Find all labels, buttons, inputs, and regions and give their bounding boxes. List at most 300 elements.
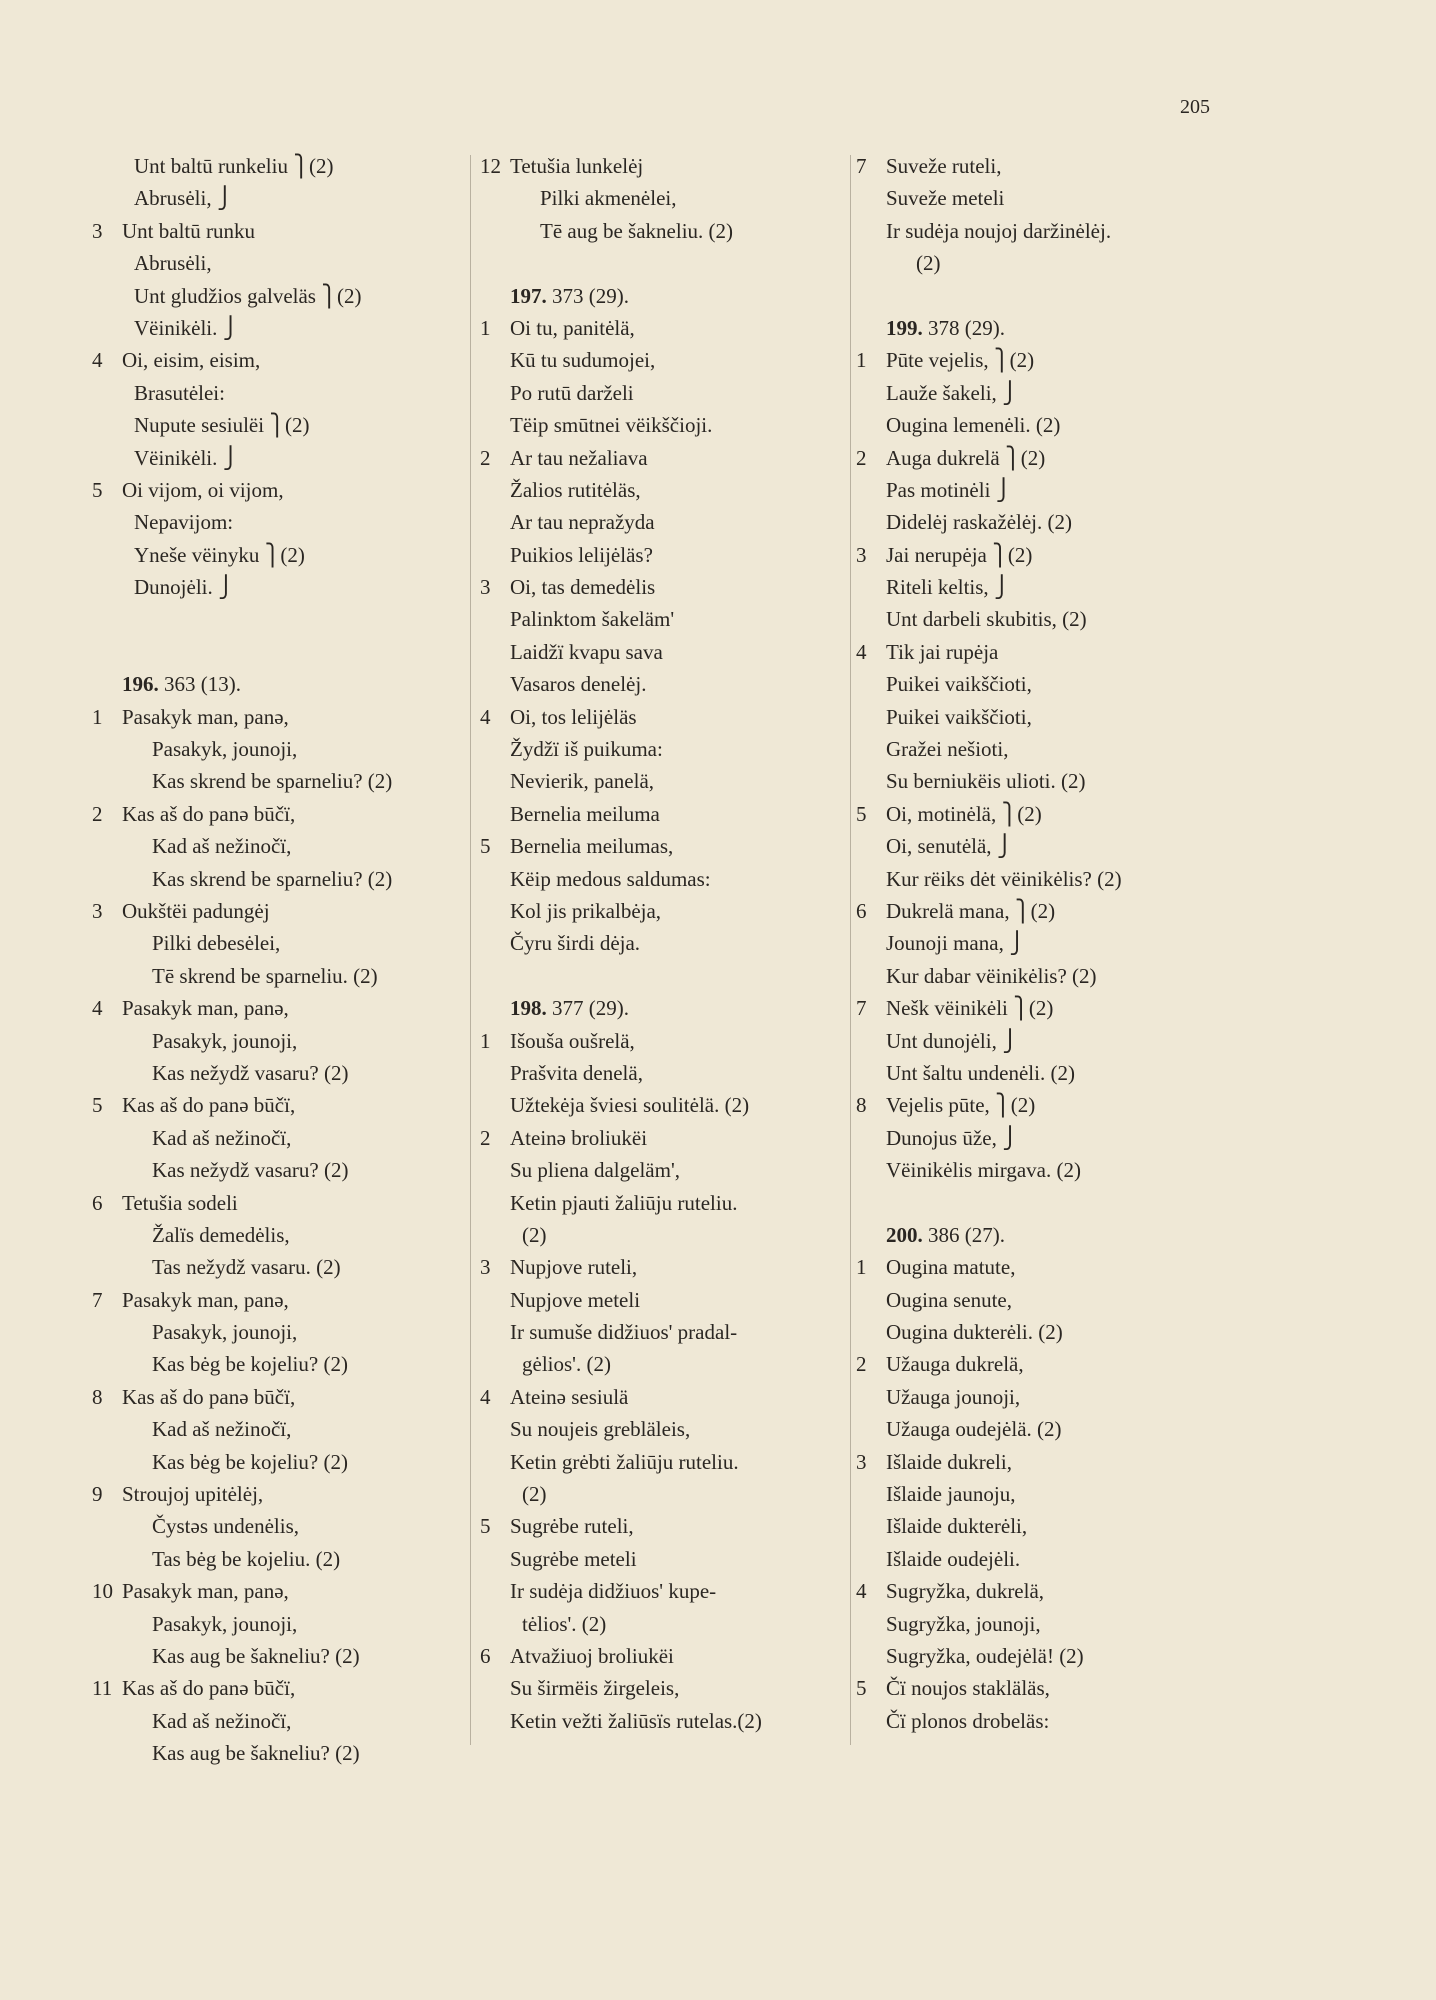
- verse-line: [92, 1478, 462, 1510]
- verse-number: 7: [856, 154, 867, 178]
- verse-line: [856, 1348, 1226, 1380]
- verse-text: Kas aš do panə būčï,: [122, 801, 296, 826]
- verse-number: 4: [480, 1384, 491, 1409]
- verse-text: Pūte vejelis, ⎫(2): [886, 348, 1035, 373]
- verse-line: [92, 247, 462, 279]
- verse-line: [856, 1608, 1226, 1640]
- verse-number: [480, 1089, 510, 1121]
- verse-number: [480, 1413, 510, 1445]
- verse-number: [856, 571, 886, 603]
- verse-text: Užauga dukrelä,: [886, 1352, 1024, 1377]
- verse-text: Pasakyk, jounoji,: [152, 1320, 298, 1345]
- verse-line: [856, 474, 1226, 506]
- verse-text: Unt baltū runku: [122, 218, 255, 243]
- verse-text: Suveže ruteli,: [886, 154, 1002, 178]
- verse-text: Išlaide jaunoju,: [886, 1482, 1016, 1507]
- verse-line: [480, 1187, 850, 1219]
- verse-line: [480, 1543, 850, 1575]
- verse-text: Užauga oudejėlä. (2): [886, 1417, 1062, 1442]
- verse-number: 5: [92, 477, 103, 502]
- verse-line: [92, 960, 462, 992]
- verse-text: Ketin vežti žaliūsïs rutelas.(2): [510, 1708, 762, 1733]
- verse-number: [856, 474, 886, 506]
- verse-text: 197. 373 (29).: [510, 283, 629, 308]
- verse-text: Kad aš nežinočï,: [152, 1708, 292, 1733]
- verse-text: Ir sudėja didžiuos' kupe-: [510, 1579, 717, 1604]
- verse-text: Užtekėja šviesi soulitėlä. (2): [510, 1093, 750, 1118]
- verse-text: Puikei vaikščioti,: [886, 672, 1032, 697]
- verse-line: [92, 701, 462, 733]
- verse-text: (2): [522, 1222, 547, 1247]
- verse-text: Pasakyk man, panə,: [122, 704, 289, 729]
- verse-number: [856, 701, 886, 733]
- verse-text: Čï plonos drobeläs:: [886, 1708, 1050, 1733]
- verse-line: [92, 1446, 462, 1478]
- verse-text: (2): [916, 251, 941, 276]
- verse-line: [92, 571, 462, 603]
- verse-number: [92, 506, 122, 538]
- verse-number: [92, 765, 122, 797]
- verse-text: Tas bėg be kojeliu. (2): [152, 1546, 341, 1571]
- column-3: [856, 150, 1226, 1737]
- verse-text: Unt gludžios galveläs ⎫(2): [134, 283, 362, 308]
- verse-line: [856, 960, 1226, 992]
- verse-text: Kas bėg be kojeliu? (2): [152, 1352, 348, 1377]
- song-heading: [856, 312, 1226, 344]
- verse-number: 4: [856, 639, 867, 664]
- verse-text: Dunojėli. ⎭: [134, 575, 234, 600]
- verse-line: [480, 1154, 850, 1186]
- verse-line: [92, 1348, 462, 1380]
- verse-line: [856, 571, 1226, 603]
- verse-number: 4: [92, 996, 103, 1021]
- verse-text: Kas aug be šakneliu? (2): [152, 1643, 360, 1668]
- verse-line: [480, 571, 850, 603]
- verse-number: [480, 603, 510, 635]
- verse-number: [92, 863, 122, 895]
- verse-number: 3: [480, 575, 491, 600]
- verse-number: [856, 377, 886, 409]
- verse-line: [92, 1251, 462, 1283]
- column-divider-left: [470, 155, 471, 1745]
- verse-text: Oi, tas demedėlis: [510, 575, 656, 600]
- verse-text: Bernelia meilumas,: [510, 834, 674, 859]
- verse-number: [856, 1543, 886, 1575]
- verse-number: 8: [92, 1384, 103, 1409]
- verse-number: [856, 1608, 886, 1640]
- verse-text: Lauže šakeli, ⎭: [886, 380, 1018, 405]
- verse-number: [856, 182, 886, 214]
- verse-line: [92, 506, 462, 538]
- verse-text: Išlaide dukreli,: [886, 1449, 1012, 1474]
- verse-line: [480, 603, 850, 635]
- verse-number: [856, 960, 886, 992]
- verse-text: Po rutū darželi: [510, 380, 634, 405]
- verse-text: Riteli keltis, ⎭: [886, 575, 1010, 600]
- verse-number: 2: [480, 1125, 491, 1150]
- verse-line: [92, 280, 462, 312]
- verse-number: [856, 1316, 886, 1348]
- verse-text: Kad aš nežinočï,: [152, 1417, 292, 1442]
- verse-number: [92, 1251, 122, 1283]
- verse-line: [480, 733, 850, 765]
- verse-text: Ougina senute,: [886, 1287, 1012, 1312]
- verse-line: [480, 1705, 850, 1737]
- verse-number: 1: [480, 315, 491, 340]
- verse-line: [92, 1089, 462, 1121]
- verse-number: [480, 1219, 510, 1251]
- verse-number: [856, 1640, 886, 1672]
- verse-line: [92, 1057, 462, 1089]
- verse-number: [856, 312, 886, 344]
- verse-line: [480, 215, 850, 247]
- verse-text: Oi vijom, oi vijom,: [122, 477, 284, 502]
- verse-number: [92, 927, 122, 959]
- verse-text: tėlios'. (2): [522, 1611, 607, 1636]
- verse-text: Palinktom šakeläm': [510, 607, 675, 632]
- verse-line: [92, 1510, 462, 1542]
- verse-number: [480, 280, 510, 312]
- verse-line: [92, 765, 462, 797]
- verse-text: Ateinə broliukëi: [510, 1125, 648, 1150]
- verse-line: [856, 1089, 1226, 1121]
- verse-line: [856, 409, 1226, 441]
- verse-text: Kas nežydž vasaru? (2): [152, 1158, 349, 1183]
- verse-number: 3: [480, 1255, 491, 1280]
- verse-text: Vëinikėlis mirgava. (2): [886, 1158, 1081, 1183]
- song-heading: [92, 668, 462, 700]
- verse-number: [480, 636, 510, 668]
- verse-text: Vëinikėli. ⎭: [134, 445, 239, 470]
- verse-number: [480, 377, 510, 409]
- verse-text: Atvažiuoj broliukëi: [510, 1643, 674, 1668]
- verse-line: [480, 1025, 850, 1057]
- verse-line: [856, 182, 1226, 214]
- verse-line: [480, 442, 850, 474]
- verse-text: Tas nežydž vasaru. (2): [152, 1255, 341, 1280]
- verse-line: [856, 863, 1226, 895]
- verse-number: [480, 1705, 510, 1737]
- verse-number: [856, 1284, 886, 1316]
- verse-line: [480, 1413, 850, 1445]
- verse-text: Yneše vëinyku ⎫(2): [134, 542, 305, 567]
- verse-number: [92, 1025, 122, 1057]
- verse-number: [856, 603, 886, 635]
- verse-line: [92, 312, 462, 344]
- verse-number: [480, 1284, 510, 1316]
- verse-line: [92, 992, 462, 1024]
- verse-line: [92, 1640, 462, 1672]
- verse-line: [92, 1284, 462, 1316]
- verse-number: [480, 733, 510, 765]
- verse-line: [92, 863, 462, 895]
- verse-text: Išlaide oudejėli.: [886, 1546, 1021, 1571]
- verse-number: [856, 1154, 886, 1186]
- verse-line: [856, 603, 1226, 635]
- verse-number: 1: [856, 1255, 867, 1280]
- verse-text: Ketin grėbti žaliūju ruteliu.: [510, 1449, 739, 1474]
- verse-line: [480, 1089, 850, 1121]
- verse-text: Čystəs undenėlis,: [152, 1514, 299, 1539]
- verse-text: Kas aš do panə būčï,: [122, 1384, 296, 1409]
- verse-text: Pas motinėli ⎭: [886, 477, 1012, 502]
- verse-line: [92, 1705, 462, 1737]
- verse-number: 5: [856, 801, 867, 826]
- verse-number: 1: [92, 704, 103, 729]
- verse-number: 7: [92, 1287, 103, 1312]
- verse-text: Pasakyk, jounoji,: [152, 737, 298, 762]
- page-number: 205: [1180, 96, 1210, 118]
- verse-number: [856, 215, 886, 247]
- verse-line: [856, 1446, 1226, 1478]
- verse-line: [856, 1284, 1226, 1316]
- verse-text: Ougina lemenėli. (2): [886, 413, 1061, 438]
- verse-number: [92, 377, 122, 409]
- verse-text: Pasakyk man, panə,: [122, 1579, 289, 1604]
- verse-line: [92, 830, 462, 862]
- verse-text: Tetušia sodeli: [122, 1190, 238, 1215]
- verse-text: Oukštëi padungėj: [122, 898, 270, 923]
- verse-number: [856, 1478, 886, 1510]
- verse-text: Ateinə sesiulä: [510, 1384, 629, 1409]
- verse-text: Vasaros denelėj.: [510, 672, 647, 697]
- verse-line: [856, 1251, 1226, 1283]
- verse-text: Žalïs demedėlis,: [152, 1222, 290, 1247]
- verse-line: [480, 150, 850, 182]
- verse-text: Oi, eisim, eisim,: [122, 348, 261, 373]
- verse-line: [92, 927, 462, 959]
- verse-text: Ir sumuše didžiuos' pradal-: [510, 1320, 738, 1345]
- verse-number: [480, 1316, 510, 1348]
- verse-text: Oi, tos lelijėläs: [510, 704, 637, 729]
- verse-line: [856, 215, 1226, 247]
- verse-number: [480, 765, 510, 797]
- verse-number: [92, 1640, 122, 1672]
- verse-line: [856, 247, 1226, 279]
- song-heading: [856, 1219, 1226, 1251]
- verse-line: [92, 1187, 462, 1219]
- verse-text: Brasutėlei:: [134, 380, 225, 405]
- verse-number: 6: [856, 898, 867, 923]
- verse-line: [92, 1672, 462, 1704]
- verse-number: [480, 798, 510, 830]
- verse-number: [856, 1381, 886, 1413]
- verse-line: [92, 474, 462, 506]
- verse-number: [856, 1025, 886, 1057]
- verse-text: Kas aš do panə būčï,: [122, 1676, 296, 1701]
- verse-number: [480, 1187, 510, 1219]
- verse-number: [480, 863, 510, 895]
- verse-text: Vejelis pūte, ⎫(2): [886, 1093, 1036, 1118]
- column-2: [480, 150, 850, 1737]
- verse-number: [856, 1122, 886, 1154]
- verse-number: 1: [856, 348, 867, 373]
- verse-number: [480, 668, 510, 700]
- verse-number: 2: [480, 445, 491, 470]
- verse-text: Sugrėbe meteli: [510, 1546, 637, 1571]
- verse-line: [92, 539, 462, 571]
- verse-line: [856, 150, 1226, 182]
- verse-text: Pasakyk, jounoji,: [152, 1028, 298, 1053]
- verse-number: 10: [92, 1579, 113, 1604]
- verse-line: [856, 1705, 1226, 1737]
- verse-text: Kad aš nežinočï,: [152, 1125, 292, 1150]
- verse-text: Abrusėli,: [134, 251, 212, 276]
- verse-number: [480, 1348, 510, 1380]
- verse-line: [480, 1348, 850, 1380]
- verse-text: Tëip smūtnei vëikščioji.: [510, 413, 713, 438]
- verse-number: [480, 1446, 510, 1478]
- verse-line: [480, 1316, 850, 1348]
- verse-line: [856, 895, 1226, 927]
- verse-text: Kas aug be šakneliu? (2): [152, 1741, 360, 1766]
- verse-text: Oi, senutėlä, ⎭: [886, 834, 1013, 859]
- verse-number: [856, 247, 886, 279]
- song-heading: [480, 992, 850, 1024]
- verse-number: [92, 182, 122, 214]
- verse-text: Kur rëiks dėt vëinikėlis? (2): [886, 866, 1122, 891]
- verse-line: [92, 442, 462, 474]
- verse-line: [856, 1672, 1226, 1704]
- verse-line: [856, 1543, 1226, 1575]
- verse-number: [92, 1543, 122, 1575]
- verse-number: [92, 442, 122, 474]
- verse-text: Išlaide dukterėli,: [886, 1514, 1028, 1539]
- verse-line: [92, 1025, 462, 1057]
- verse-number: 3: [856, 1449, 867, 1474]
- verse-number: [856, 765, 886, 797]
- verse-line: [480, 1478, 850, 1510]
- column-1: [92, 150, 462, 1770]
- verse-line: [480, 1122, 850, 1154]
- verse-line: [480, 1640, 850, 1672]
- verse-number: 6: [92, 1190, 103, 1215]
- verse-number: [856, 733, 886, 765]
- verse-text: Dunojus ūže, ⎭: [886, 1125, 1018, 1150]
- verse-text: Su pliena dalgeläm',: [510, 1158, 680, 1183]
- verse-text: Tetušia lunkelėj: [510, 154, 644, 178]
- verse-line: [480, 312, 850, 344]
- verse-text: Unt šaltu undenėli. (2): [886, 1060, 1075, 1085]
- verse-number: [856, 863, 886, 895]
- verse-text: Tē aug be šakneliu. (2): [540, 218, 734, 243]
- verse-number: [92, 247, 122, 279]
- verse-line: [92, 1543, 462, 1575]
- verse-line: [92, 1737, 462, 1769]
- verse-line: [92, 1608, 462, 1640]
- verse-text: Kur dabar vëinikėlis? (2): [886, 963, 1097, 988]
- verse-text: Ir sudėja noujoj daržinėlėj.: [886, 218, 1112, 243]
- verse-text: Nupjove ruteli,: [510, 1255, 638, 1280]
- verse-text: Dukrelä mana, ⎫(2): [886, 898, 1056, 923]
- verse-number: [92, 1510, 122, 1542]
- verse-line: [856, 539, 1226, 571]
- verse-number: [92, 668, 122, 700]
- verse-text: gėlios'. (2): [522, 1352, 611, 1377]
- verse-line: [92, 344, 462, 376]
- verse-number: [856, 1219, 886, 1251]
- verse-number: [92, 1154, 122, 1186]
- verse-text: Su berniukëis ulioti. (2): [886, 769, 1086, 794]
- verse-line: [480, 377, 850, 409]
- verse-text: Unt dunojėli, ⎭: [886, 1028, 1018, 1053]
- verse-line: [92, 150, 462, 182]
- verse-text: Pasakyk man, panə,: [122, 1287, 289, 1312]
- verse-line: [856, 701, 1226, 733]
- verse-number: 12: [480, 154, 501, 178]
- verse-text: Unt baltū runkeliu ⎫(2): [134, 154, 334, 178]
- verse-number: 5: [856, 1676, 867, 1701]
- verse-line: [856, 506, 1226, 538]
- verse-text: Ar tau nepražyda: [510, 510, 655, 535]
- verse-number: [92, 1348, 122, 1380]
- verse-text: Čï noujos stakläläs,: [886, 1676, 1050, 1701]
- verse-text: Pasakyk, jounoji,: [152, 1611, 298, 1636]
- verse-number: [92, 960, 122, 992]
- verse-line: [856, 1122, 1226, 1154]
- verse-line: [856, 1187, 1226, 1219]
- verse-line: [856, 1510, 1226, 1542]
- verse-text: Kas aš do panə būčï,: [122, 1093, 296, 1118]
- verse-line: [480, 506, 850, 538]
- verse-text: Këip medous saldumas:: [510, 866, 711, 891]
- verse-text: Nešk vëinikėli ⎫(2): [886, 996, 1054, 1021]
- verse-line: [480, 1057, 850, 1089]
- verse-text: Tē skrend be sparneliu. (2): [152, 963, 378, 988]
- verse-number: 4: [92, 348, 103, 373]
- verse-text: Pilki debesėlei,: [152, 931, 281, 956]
- verse-line: [856, 1640, 1226, 1672]
- verse-line: [480, 539, 850, 571]
- verse-number: [92, 1316, 122, 1348]
- verse-line: [856, 765, 1226, 797]
- verse-number: [92, 1446, 122, 1478]
- verse-text: 199. 378 (29).: [886, 315, 1005, 340]
- verse-line: [856, 280, 1226, 312]
- verse-line: [480, 409, 850, 441]
- verse-text: Sugryžka, oudejėlä! (2): [886, 1643, 1084, 1668]
- verse-line: [856, 927, 1226, 959]
- verse-text: Kol jis prikalbėja,: [510, 898, 662, 923]
- verse-line: [480, 927, 850, 959]
- verse-text: Puikios lelijėläs?: [510, 542, 653, 567]
- verse-text: 198. 377 (29).: [510, 996, 629, 1021]
- verse-text: Ketin pjauti žaliūju ruteliu.: [510, 1190, 738, 1215]
- verse-text: Kas skrend be sparneliu? (2): [152, 866, 393, 891]
- verse-text: Sugryžka, dukrelä,: [886, 1579, 1045, 1604]
- verse-line: [92, 1219, 462, 1251]
- verse-text: Su noujeis grebläleis,: [510, 1417, 691, 1442]
- verse-line: [856, 830, 1226, 862]
- verse-line: [480, 1672, 850, 1704]
- verse-number: [92, 1219, 122, 1251]
- verse-line: [856, 733, 1226, 765]
- verse-text: Užauga jounoji,: [886, 1384, 1021, 1409]
- verse-number: [92, 1737, 122, 1769]
- verse-line: [92, 377, 462, 409]
- verse-text: Sugryžka, jounoji,: [886, 1611, 1041, 1636]
- verse-line: [856, 377, 1226, 409]
- verse-line: [480, 474, 850, 506]
- verse-line: [480, 1608, 850, 1640]
- verse-text: Oi, motinėlä, ⎫(2): [886, 801, 1042, 826]
- verse-number: [92, 539, 122, 571]
- verse-line: [856, 344, 1226, 376]
- verse-number: 4: [480, 704, 491, 729]
- verse-number: [480, 1672, 510, 1704]
- verse-text: Gražei nešioti,: [886, 737, 1009, 762]
- verse-number: [856, 668, 886, 700]
